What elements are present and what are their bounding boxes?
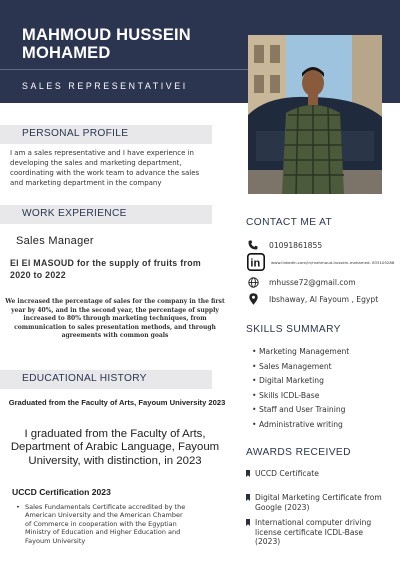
bookmark-icon [246,519,250,526]
list-item: • Digital Marketing [252,374,349,389]
profile-photo [248,35,382,194]
skills-list [252,345,349,433]
contact-email[interactable] [247,275,356,289]
list-item: • Sales Fundamentals Certificate accredited by the American University and the American Chamber of Commerce in cooperation with the Egyptian Ministry of Education and Higher Education and Fayoum University [16,503,186,545]
profile-photo-image [248,35,382,194]
address: Ibshaway, Al Fayoum , Egypt [269,294,379,304]
skills-heading: SKILLS SUMMARY [246,324,341,335]
linkedin-url[interactable]: www.linkedin.com/in/mahmoud-hussein-mohamed- 833105286 [271,259,395,265]
contact-linkedin[interactable] [247,255,395,270]
work-company: El El MASOUD for the supply of fruits from 2020 to 2022 [10,258,201,280]
bookmark-icon [246,494,250,501]
profile-summary: I am a sales representative and I have experience in developing the sales and marketing department, coordinating with the work team to advance the sales and marketing department in the company [10,149,200,187]
contact-phone [247,238,323,252]
job-title-heading: SALES REPRESENTATIVEI [22,81,188,91]
linkedin-icon [247,253,265,271]
phone-number: 01091861855 [269,240,323,250]
svg-text:in: in [250,257,261,270]
header-divider [0,69,248,70]
list-item: • Marketing Management [252,345,349,360]
certification-heading: UCCD Certification 2023 [12,487,111,497]
degree-heading: Graduated from the Faculty of Arts, Fayoum University 2023 [8,398,226,407]
work-job-title: Sales Manager [16,235,94,247]
list-item: • Skills ICDL-Base [252,389,349,404]
personal-profile-heading: PERSONAL PROFILE [22,128,129,139]
award-text: UCCD Certificate [255,469,319,478]
contact-heading: CONTACT ME AT [246,217,333,228]
contact-address [247,292,379,306]
degree-description: I graduated from the Faculty of Arts, Department of Arabic Language, Fayoum University, with distinction, in 2023 [10,428,220,467]
work-achievement: We increased the percentage of sales for the company in the first year by 40%, and in the second year, the percentage of supply increased to 80% through marketing techniques, from communication to sales presentation methods, and through agreements with common goals [5,298,225,340]
globe-icon [247,276,259,288]
bookmark-icon [246,470,250,477]
location-pin-icon [247,293,259,305]
list-item: • Staff and User Training [252,403,349,418]
email-address[interactable]: mhusse72@gmail.com [269,277,356,287]
certification-list [16,503,186,545]
awards-heading: AWARDS RECEIVED [246,447,351,458]
award-text: International computer driving license certificate ICDL-Base (2023) [255,518,372,547]
educational-history-heading: EDUCATIONAL HISTORY [22,373,147,384]
work-experience-heading: WORK EXPERIENCE [22,208,127,219]
list-item: • Sales Management [252,360,349,375]
award-text: Digital Marketing Certificate from Google (2023) [255,493,382,512]
list-item: • Administrative writing [252,418,349,433]
person-name: MAHMOUD HUSSEIN MOHAMED [22,26,191,62]
phone-icon [247,239,259,251]
